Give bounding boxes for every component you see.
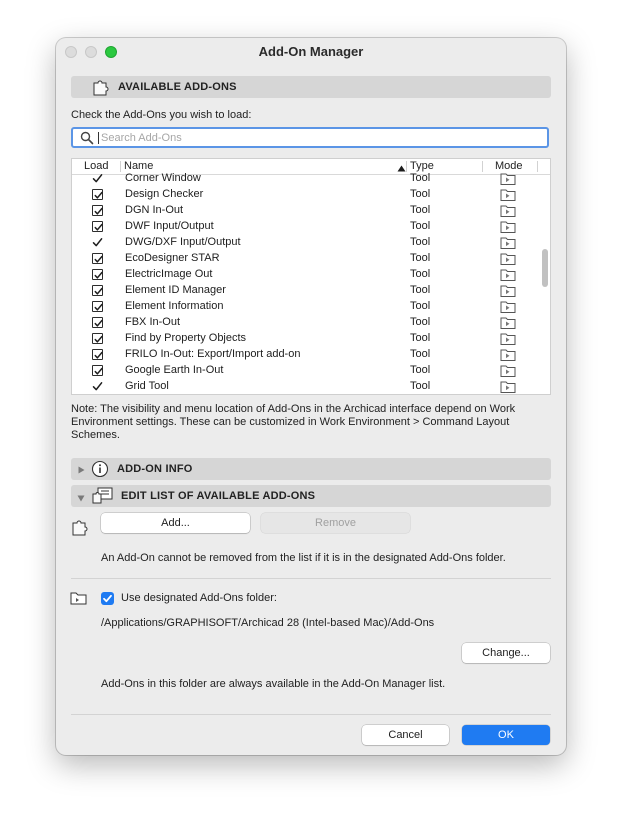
load-instruction: Check the Add-Ons you wish to load:	[71, 109, 252, 121]
addon-name: ElectricImage Out	[125, 268, 213, 280]
mode-folder-icon	[500, 364, 516, 377]
list-scrollbar[interactable]	[540, 175, 550, 394]
add-on-puzzle-icon	[70, 517, 90, 540]
load-checkmark[interactable]	[91, 380, 104, 393]
load-checkbox[interactable]	[92, 301, 103, 312]
addon-type: Tool	[410, 252, 431, 264]
mode-folder-icon	[500, 316, 516, 329]
load-checkbox[interactable]	[92, 253, 103, 264]
addon-name: FRILO In-Out: Export/Import add-on	[125, 348, 301, 360]
change-button[interactable]: Change...	[462, 643, 550, 663]
addon-name: Element ID Manager	[125, 284, 226, 296]
ok-button[interactable]: OK	[462, 725, 550, 745]
use-designated-folder-label[interactable]: Use designated Add-Ons folder:	[121, 592, 277, 604]
mode-folder-icon	[500, 268, 516, 281]
remove-button[interactable]: Remove	[261, 513, 410, 533]
addon-type: Tool	[410, 284, 431, 296]
load-checkbox[interactable]	[92, 189, 103, 200]
load-checkbox[interactable]	[92, 333, 103, 344]
mode-folder-icon	[500, 348, 516, 361]
available-addons-section-header[interactable]	[71, 76, 551, 98]
addon-list[interactable]	[71, 158, 551, 395]
puzzle-icon	[91, 77, 111, 100]
list-item[interactable]	[72, 219, 538, 235]
title-bar	[56, 38, 566, 66]
folder-icon	[70, 590, 88, 609]
list-item[interactable]	[72, 315, 538, 331]
disclosure-down-icon	[77, 493, 85, 505]
addon-type: Tool	[410, 220, 431, 232]
remove-note: An Add-On cannot be removed from the list if it is in the designated Add-Ons folder.	[101, 552, 506, 564]
edit-list-icon	[92, 486, 114, 509]
search-placeholder: Search Add-Ons	[101, 132, 182, 144]
mode-folder-icon	[500, 380, 516, 393]
list-item[interactable]	[72, 203, 538, 219]
mode-folder-icon	[500, 188, 516, 201]
list-item[interactable]	[72, 267, 538, 283]
addon-type: Tool	[410, 300, 431, 312]
available-addons-label: AVAILABLE ADD-ONS	[118, 81, 237, 93]
mode-folder-icon	[500, 332, 516, 345]
addon-name: Grid Tool	[125, 380, 169, 392]
load-checkbox[interactable]	[92, 205, 103, 216]
addon-name: EcoDesigner STAR	[125, 252, 220, 264]
cancel-button[interactable]: Cancel	[362, 725, 449, 745]
addon-name: Google Earth In-Out	[125, 364, 224, 376]
addon-name: Find by Property Objects	[125, 332, 247, 344]
mode-folder-icon	[500, 300, 516, 313]
divider	[71, 714, 551, 715]
addon-type: Tool	[410, 332, 431, 344]
scrollbar-thumb[interactable]	[542, 249, 548, 287]
folder-path: /Applications/GRAPHISOFT/Archicad 28 (Intel-based Mac)/Add-Ons	[101, 617, 435, 629]
list-item[interactable]	[72, 331, 538, 347]
list-item[interactable]	[72, 347, 538, 363]
mode-folder-icon	[500, 220, 516, 233]
search-field[interactable]	[71, 127, 549, 148]
list-item[interactable]	[72, 235, 538, 251]
mode-folder-icon	[500, 284, 516, 297]
list-item[interactable]	[72, 187, 538, 203]
addon-type: Tool	[410, 236, 431, 248]
edit-list-label: EDIT LIST OF AVAILABLE ADD-ONS	[121, 490, 316, 502]
load-checkmark[interactable]	[91, 172, 104, 185]
checkmark-icon	[101, 592, 114, 605]
load-checkbox[interactable]	[92, 349, 103, 360]
column-header-mode[interactable]: Mode	[495, 160, 523, 172]
folder-note: Add-Ons in this folder are always available in the Add-On Manager list.	[101, 678, 446, 690]
addon-type: Tool	[410, 172, 431, 184]
column-header-name[interactable]: Name	[124, 160, 154, 172]
divider	[71, 578, 551, 579]
add-on-manager-window	[56, 38, 566, 755]
load-checkbox[interactable]	[92, 317, 103, 328]
list-item[interactable]	[72, 171, 538, 187]
list-item[interactable]	[72, 251, 538, 267]
addon-type: Tool	[410, 364, 431, 376]
list-item[interactable]	[72, 363, 538, 379]
addon-info-label: ADD-ON INFO	[117, 463, 193, 475]
list-item[interactable]	[72, 379, 538, 395]
addon-type: Tool	[410, 316, 431, 328]
addon-info-section-header[interactable]	[71, 458, 551, 480]
addon-name: DWG/DXF Input/Output	[125, 236, 241, 248]
mode-folder-icon	[500, 172, 516, 185]
addon-name: Element Information	[125, 300, 224, 312]
mode-folder-icon	[500, 204, 516, 217]
addon-name: Design Checker	[125, 188, 204, 200]
search-icon	[80, 131, 94, 148]
load-checkmark[interactable]	[91, 236, 104, 249]
use-designated-folder-checkbox[interactable]	[101, 592, 114, 605]
disclosure-right-icon	[78, 465, 85, 477]
addon-type: Tool	[410, 380, 431, 392]
addon-type: Tool	[410, 188, 431, 200]
info-icon	[91, 460, 109, 481]
text-caret	[98, 132, 99, 144]
addon-name: FBX In-Out	[125, 316, 181, 328]
visibility-note: Note: The visibility and menu location of Add-Ons in the Archicad interface depend on Work Environment settings. These can be customized in Work Environment > Command Layout Schemes.	[71, 403, 516, 441]
column-header-load[interactable]: Load	[84, 160, 109, 172]
mode-folder-icon	[500, 236, 516, 249]
addon-type: Tool	[410, 348, 431, 360]
load-checkbox[interactable]	[92, 285, 103, 296]
list-item[interactable]	[72, 299, 538, 315]
addon-name: DWF Input/Output	[125, 220, 214, 232]
list-item[interactable]	[72, 283, 538, 299]
addon-name: Corner Window	[125, 172, 201, 184]
window-title: Add-On Manager	[258, 44, 364, 59]
column-header-type[interactable]: Type	[410, 160, 434, 172]
mode-folder-icon	[500, 252, 516, 265]
edit-list-section-header[interactable]	[71, 485, 551, 507]
load-checkbox[interactable]	[92, 365, 103, 376]
addon-name: DGN In-Out	[125, 204, 184, 216]
load-checkbox[interactable]	[92, 221, 103, 232]
add-button[interactable]: Add...	[101, 513, 250, 533]
addon-type: Tool	[410, 268, 431, 280]
load-checkbox[interactable]	[92, 269, 103, 280]
addon-type: Tool	[410, 204, 431, 216]
